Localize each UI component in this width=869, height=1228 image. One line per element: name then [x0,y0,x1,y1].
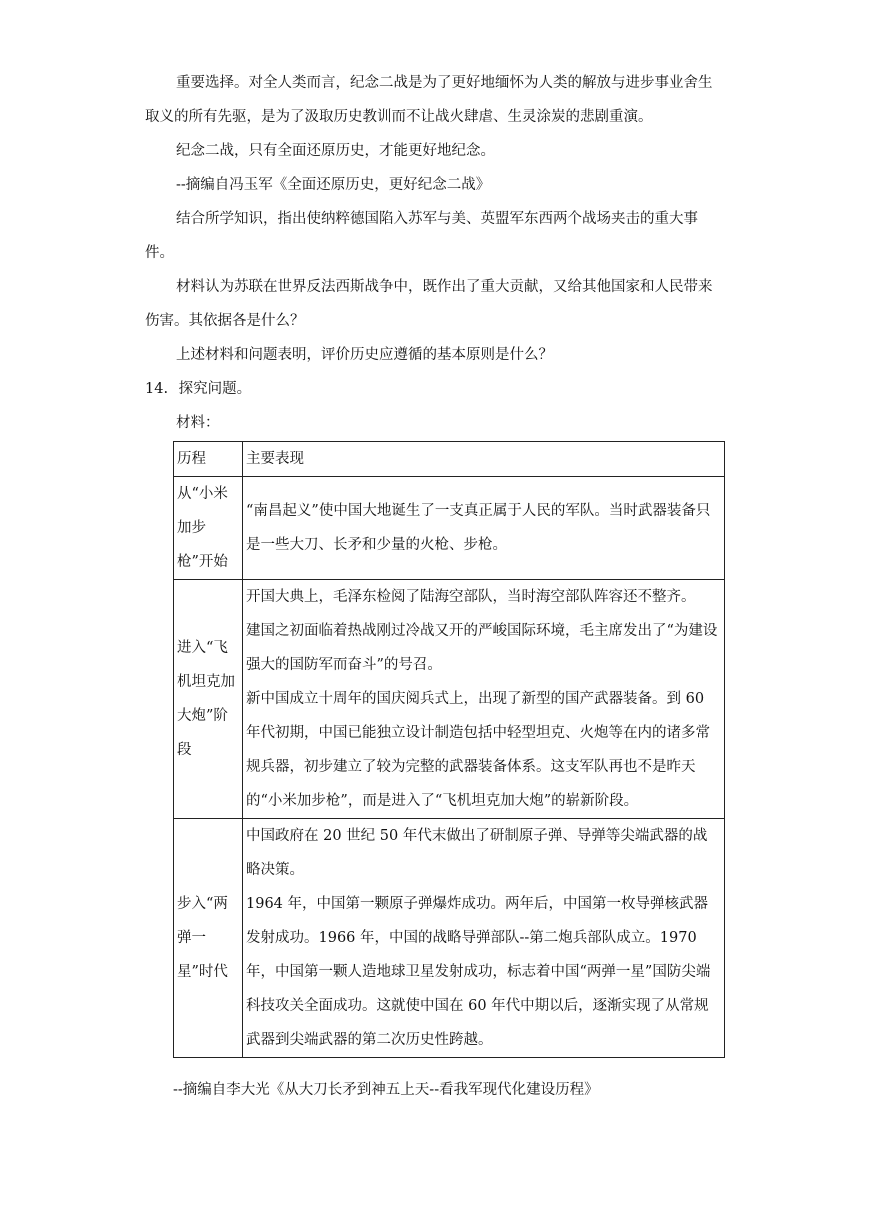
question-paragraph: 结合所学知识，指出使纳粹德国陷入苏军与美、英盟军东西两个战场夹击的重大事件。 [145,211,698,261]
source-citation: --摘编自冯玉军《全面还原历史，更好纪念二战》 [176,177,491,193]
content-cell [243,477,725,580]
question-paragraph: 上述材料和问题表明，评价历史应遵循的基本原则是什么？ [176,347,553,363]
question-number: 14. [145,381,169,397]
material-table [173,441,725,1058]
table-header-cell: 历程 [174,442,243,477]
table-row [174,477,725,580]
table-row [174,819,725,1058]
content-cell [243,580,725,819]
content-paragraph: 1964 年，中国第一颗原子弹爆炸成功。两年后，中国第一枚导弹核武器发射成功。1966 年，中国的战略导弹部队--第二炮兵部队成立。1970 年，中国第一颗人造地球卫星发射成功，标志着中国“两弹一星”国防尖端科技攻关全面成功。这就使中国在 60 年代中期以后，逐渐实现了从常规武器到尖端武器的第二次历史性跨越。 [246,896,711,1048]
content-paragraph: 中国政府在 20 世纪 50 年代末做出了研制原子弹、导弹等尖端武器的战略决策。 [246,828,708,878]
content-cell [243,819,725,1058]
stage-cell: 进入“飞机坦克加大炮”阶段 [174,580,243,819]
content-paragraph: 新中国成立十周年的国庆阅兵式上，出现了新型的国产武器装备。到 60 年代初期，中国已能独立设计制造包括中轻型坦克、火炮等在内的诸多常规兵器，初步建立了较为完整的武器装备体系。这支军队再也不是昨天的“小米加步枪”，而是进入了“飞机坦克加大炮”的崭新阶段。 [246,691,710,809]
intro-paragraph: 纪念二战，只有全面还原历史，才能更好地纪念。 [176,143,495,159]
question-14-heading [145,372,725,406]
table-header-row [174,442,725,477]
source-citation: --摘编自李大光《从大刀长矛到神五上天--看我军现代化建设历程》 [173,1082,599,1098]
content-paragraph: “南昌起义”使中国大地诞生了一支真正属于人民的军队。当时武器装备只是一些大刀、长矛和少量的火枪、步枪。 [246,503,711,553]
intro-paragraph: 重要选择。对全人类而言，纪念二战是为了更好地缅怀为人类的解放与进步事业舍生取义的所有先驱，是为了汲取历史教训而不让战火肆虐、生灵涂炭的悲剧重演。 [145,75,713,125]
stage-cell: 步入“两弹一星”时代 [174,819,243,1058]
material-label: 材料： [176,415,220,431]
table-header-cell: 主要表现 [243,442,725,477]
question-paragraph: 材料认为苏联在世界反法西斯战争中，既作出了重大贡献，又给其他国家和人民带来伤害。其依据各是什么？ [145,279,713,329]
stage-cell: 从“小米加步枪”开始 [174,477,243,580]
question-title: 探究问题。 [178,381,252,397]
content-paragraph: 建国之初面临着热战刚过冷战又开的严峻国际环境，毛主席发出了“为建设强大的国防军而奋斗”的号召。 [246,623,718,673]
content-paragraph: 开国大典上，毛泽东检阅了陆海空部队，当时海空部队阵容还不整齐。 [246,589,696,605]
table-row [174,580,725,819]
